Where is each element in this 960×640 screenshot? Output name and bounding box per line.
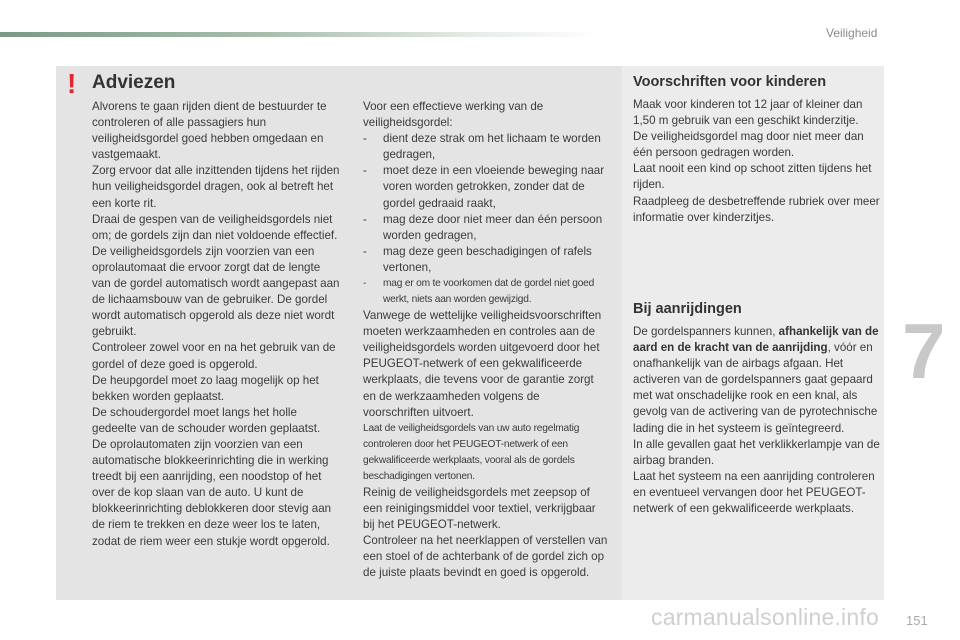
collision-paragraph: De gordelspanners kunnen, afhankelijk van de aard en de kracht van de aanrijding, vóór en onafhankelijk van de airbags afgaan. Het activeren van de gordelspanners gaat gepaard met wat onschadelijke rook en een knal, als gevolg van de activering van de pyrotechnische lading die in het systeem is geïntegreerd. (633, 325, 879, 435)
collision-paragraph: In alle gevallen gaat het verklikkerlampje van de airbag branden. (633, 437, 880, 467)
list-item: - mag deze door niet meer dan één persoon worden gedragen, (363, 212, 603, 242)
warning-icon: ! (67, 68, 77, 99)
advice-paragraph: Alvorens te gaan rijden dient de bestuurder te controleren of alle passagiers hun veiligheidsgordel goed hebben omgedaan en vastgemaakt. (92, 100, 327, 162)
advice-heading: Adviezen (92, 72, 176, 93)
watermark: carmanualsonline.info (651, 604, 879, 630)
children-paragraph: Maak voor kinderen tot 12 jaar of kleiner dan 1,50 m gebruik van een geschikt kinderzitje. (633, 98, 863, 128)
list-item: - moet deze in een vloeiende beweging naar voren worden getrokken, zonder dat de gordel gedraaid raakt, (363, 164, 605, 210)
collision-text (633, 324, 883, 517)
children-paragraph: Raadpleeg de desbetreffende rubriek over meer informatie over kinderzitjes. (633, 194, 880, 224)
advice-paragraph: De oprolautomaten zijn voorzien van een automatische blokkeerinrichting die in werking treedt bij een aanrijding, een noodstop of het over de kop slaan van de auto. U kunt de blokkeerinrichting deblokkeren door stevig aan de riem te trekken en deze weer los te laten, zodat de riem weer een stukje wordt opgerold. (92, 437, 332, 548)
collision-heading: Bij aanrijdingen (633, 301, 742, 317)
children-text (633, 97, 881, 226)
advice-paragraph: Vanwege de wettelijke veiligheidsvoorschriften moeten werkzaamheden en controles aan de veiligheidsgordels worden uitgevoerd door het PEUGEOT-netwerk of een gekwalificeerde werkplaats, die tevens voor de garantie zorgt en de werkzaamheden volgens de voorschriften uitvoert. (363, 309, 602, 419)
children-paragraph: De veiligheidsgordel mag door niet meer dan één persoon gedragen worden. (633, 130, 864, 160)
advice-intro: Voor een effectieve werking van de veiligheidsgordel: (363, 100, 544, 130)
advice-column-2 (363, 99, 609, 581)
advice-paragraph: Zorg ervoor dat alle inzittenden tijdens het rijden hun veiligheidsgordel dragen, ook al betreft het een korte rit. (92, 164, 340, 210)
advice-column-1 (92, 99, 342, 550)
page-number: 151 (906, 613, 928, 628)
collision-paragraph: Laat het systeem na een aanrijding controleren en eventueel vervangen door het PEUGEOT-netwerk of een gekwalificeerde werkplaats. (633, 469, 875, 516)
advice-paragraph: De heupgordel moet zo laag mogelijk op het bekken worden geplaatst. (92, 373, 319, 403)
advice-paragraph: Draai de gespen van de veiligheidsgordels niet om; de gordels zijn dan niet voldoende effectief. (92, 212, 338, 242)
advice-paragraph: De schoudergordel moet langs het holle gedeelte van de schouder worden geplaatst. (92, 405, 321, 435)
list-item: - dient deze strak om het lichaam te worden gedragen, (363, 132, 601, 162)
chapter-number: 7 (902, 307, 946, 395)
advice-paragraph: Laat de veiligheidsgordels van uw auto regelmatig controleren door het PEUGEOT-netwerk of een gekwalificeerde werkplaats, vooral als de gordels beschadigingen vertonen. (363, 422, 580, 482)
advice-paragraph: De veiligheidsgordels zijn voorzien van een oprolautomaat die ervoor zorgt dat de lengte van de gordel automatisch wordt aangepast aan de lichaamsbouw van de gebruiker. De gordel wordt automatisch opgerold als deze niet wordt gebruikt. (92, 244, 340, 339)
children-paragraph: Laat nooit een kind op schoot zitten tijdens het rijden. (633, 162, 872, 192)
list-item: - mag er om te voorkomen dat de gordel niet goed werkt, niets aan worden gewijzigd. (363, 278, 595, 306)
advice-paragraph: Controleer zowel voor en na het gebruik van de gordel of deze goed is opgerold. (92, 341, 336, 371)
header-rule (0, 32, 600, 37)
list-item: - mag deze geen beschadigingen of rafels vertonen, (363, 244, 592, 274)
section-title: Veiligheid (826, 26, 878, 40)
children-heading: Voorschriften voor kinderen (633, 74, 827, 90)
advice-paragraph: Reinig de veiligheidsgordels met zeepsop of een reinigingsmiddel voor textiel, verkrijgbaar bij het PEUGEOT-netwerk. (363, 485, 596, 531)
advice-paragraph: Controleer na het neerklappen of verstellen van een stoel of de achterbank of de gordel zich op de juiste plaats bevindt en goed is opgerold. (363, 533, 608, 580)
